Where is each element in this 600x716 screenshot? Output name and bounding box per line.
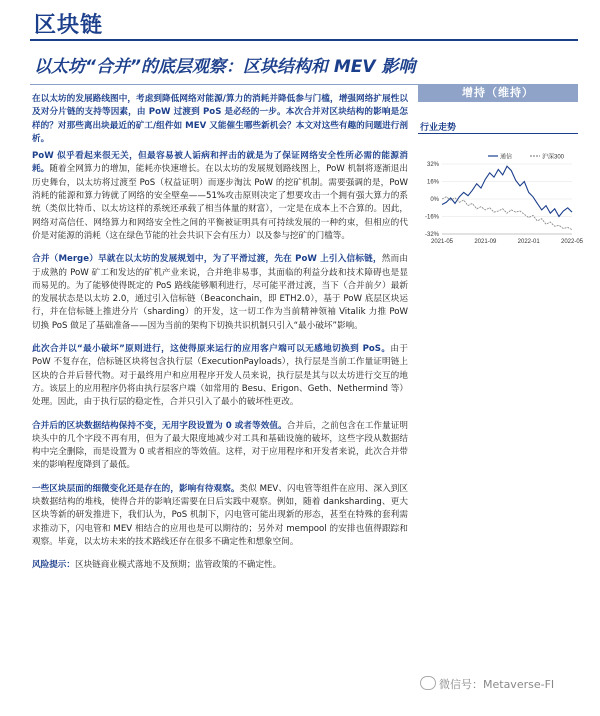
rating-badge: 增持（维持） [418,84,578,102]
paragraph-min-disruption [32,343,408,409]
paragraph-text: 由于 PoW 不复存在，信标链区块将包含执行层（ExecutionPayloads），执行层是当前工作量证明链上区块的合并后替代物。对于最终用户和应用程序开发人员来说，执行层是其与以太坊进行交互的地方。该层上的应用程序仍将由执行层客户端（如常用的 Besu、Erigon、Geth、Nethermind 等）处理。因此，由于执行层的稳定性，合并只引入了最小的破坏性更改。 [32,344,408,408]
paragraph-text: 随着全网算力的增加，能耗亦快速增长。在以太坊的发展规划路线图上，PoW 机制将逐渐退出历史舞台，以太坊将过渡至 PoS（权益证明）而逐步淘汰 PoW 的挖矿机制。需要强调的是，PoW 消耗的能源和算力铸就了网络的安全壁垒——51%攻击原则决定了想要攻击一个拥有强大算力的系统（类似比特币、以太坊这样的系统还承载了相当体量的财富），一定是在成本上不合算的。因此，网络对高信任、网络算力和网络安全性之间的平衡被证明具有可持续发展的一种约束，但相应的代价是对能源的消耗（这在绿色节能的社会共识下会有压力）以及参与挖矿的门槛等。 [32,164,408,241]
wechat-icon [420,676,436,690]
paragraph-lead: 合并后的区块数据结构保持不变，无用字段设置为 0 或者等效值。 [32,420,287,431]
x-tick-label: 2022-05 [560,239,584,245]
intro-paragraph: 在以太坊的发展路线图中，考虑到降低网络对能源/算力的消耗并降低参与门槛，增强网络扩展性以及对分片链的支持等因素，由 PoW 过渡到 PoS 是必经的一步。本次合并对区块结构的影响是怎样的？对那些离出块最近的矿工/组件如 MEV 又能催生哪些新机会？本文对这些有趣的问题进行剖析。 [32,94,408,144]
legend-label: 沪深300 [542,154,565,161]
trend-divider [418,133,578,134]
y-tick-label: 16% [426,179,439,186]
paragraph-text: 然而由于成熟的 PoW 矿工和发达的矿机产业来说，合并绝非易事，其面临的利益分歧和技术障碍也是显而易见的。为了能够使得既定的 PoS 路线能够顺利进行，尽可能平滑过渡，当下（合并前夕）最新的发展状态是以太坊 2.0，通过引入信标链（Beaconchain，即 ETH2.0），基于 PoW 底层区块运行，并在信标链上推进分片（sharding）的开发，这一切工作为当前精神领袖 Vitalik 力推 PoW 切换 PoS 做足了基础准备——因为当前的架构下切换共识机制只引入“最小破坏”影响。 [32,254,408,331]
paragraph-block-structure [32,420,408,473]
paragraph-lead: 合并（Merge）早就在以太坊的发展规划中，为了平滑过渡，先在 PoW 上引入信标链， [32,254,382,265]
paragraph-subtle-changes [32,483,408,549]
paragraph-text: 合并后，之前包含在工作量证明块头中的几个字段不再有用，但为了最大限度地减少对工具和基础设施的破坏，这些字段从数据结构中完全删除，而是设置为 0 或者相应的等效值。这样，对于应用程序和开发者来说，此次合并带来的影响程度降到了最低。 [32,420,408,471]
y-tick-label: 32% [426,162,439,168]
series-line-telecom [442,166,572,216]
risk-text: 区块链商业模式落地不及预期；监管政策的不确定性。 [74,560,282,571]
x-tick-label: 2021-05 [430,239,454,245]
watermark-text: 微信号：Metaverse-FI [439,678,555,691]
paragraph-merge [32,253,408,333]
y-tick-label: -32% [424,232,439,238]
paragraph-lead: 此次合并以“最小破坏”原则进行，这使得原来运行的应用客户端可以无感地切换到 PoS。 [32,344,391,355]
section-title: 区块链 [34,13,104,38]
trend-label: 行业走势 [420,123,457,133]
series-line-csi300 [442,197,572,230]
y-tick-label: 0% [430,197,439,203]
title-divider [30,39,578,41]
industry-trend-chart [418,150,584,250]
risk-warning [32,559,408,572]
report-body [32,93,408,572]
y-tick-label: -16% [424,214,439,221]
paragraph-lead: PoW 似乎看起来很无关，但最容易被人诟病和抨击的就是为了保证网络安全性所必需的能源消耗。 [32,151,408,175]
x-tick-label: 2021-09 [474,239,497,245]
paragraph-text: 类似 MEV、闪电管等组件在应用、深入到区块数据结构的堆栈，使得合并的影响还需要在日后实践中观察。例如，随着 danksharding、更大区块等新的研发推进下，我们认为，PoS 机制下，闪电管可能出现新的形态，甚至在特殊的套利需求推动下，闪电管和 MEV 相结合的应用也是可以期待的；另外对 mempool 的安排也值得跟踪和观察。毕竟，以太坊未来的技术路线还存在很多不确定性和想象空间。 [32,483,408,547]
risk-label: 风险提示： [32,560,75,571]
wechat-watermark [420,676,554,692]
legend-label: 通信 [500,154,513,161]
paragraph-energy [32,150,408,243]
paragraph-lead: 一些区块层面的细微变化还是存在的，影响有待观察。 [32,483,240,494]
report-title: 以太坊“合并”的底层观察：区块结构和 MEV 影响 [34,57,416,77]
x-tick-label: 2022-01 [517,239,540,245]
